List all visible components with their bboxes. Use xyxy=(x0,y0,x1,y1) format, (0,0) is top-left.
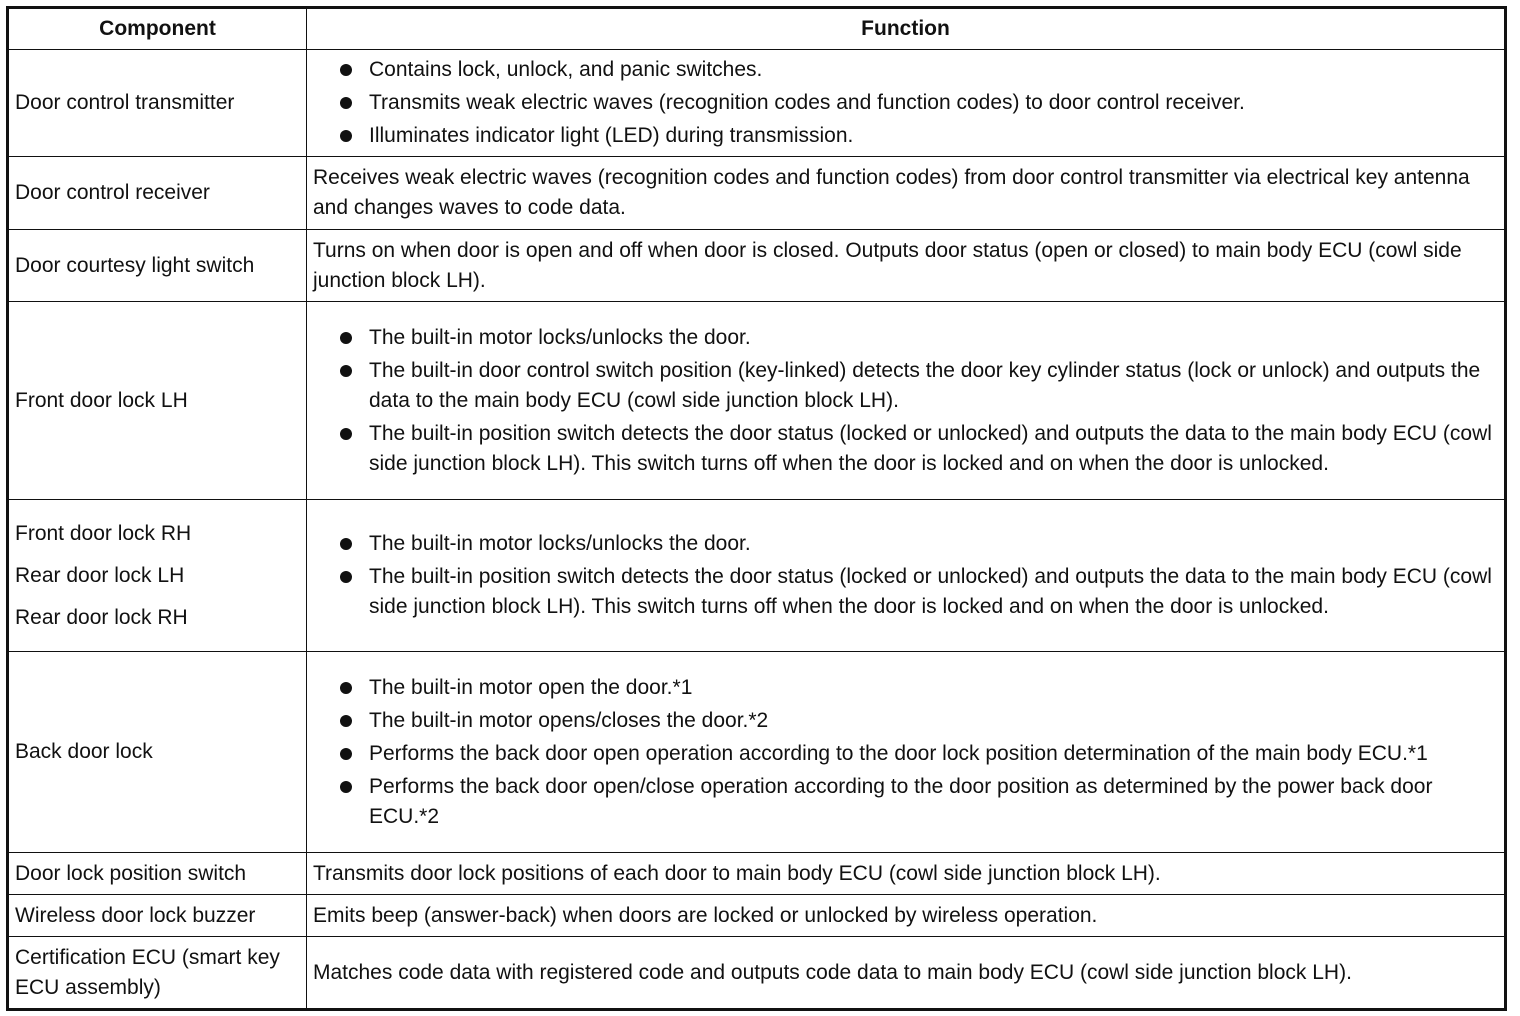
bullet-dot-icon xyxy=(340,64,352,76)
component-cell xyxy=(8,50,307,157)
list-item xyxy=(333,772,1498,832)
function-bullet-list xyxy=(313,323,1498,479)
table-row xyxy=(8,500,1506,652)
component-cell xyxy=(8,230,307,302)
table-row xyxy=(8,853,1506,895)
bullet-dot-icon xyxy=(340,748,352,760)
function-text: Transmits door lock positions of each door to main body ECU (cowl side junction block LH). xyxy=(313,861,1161,885)
table-row xyxy=(8,652,1506,853)
function-text: Illuminates indicator light (LED) during transmission. xyxy=(369,124,854,147)
function-text: The built-in position switch detects the door status (locked or unlocked) and outputs the data to the main body ECU (cowl side junction block LH). This switch turns off when the door is locked and on when the door is unlocked. xyxy=(369,421,1492,475)
list-item xyxy=(333,121,1498,151)
function-cell xyxy=(307,652,1506,853)
table-row xyxy=(8,50,1506,157)
bullet-dot-icon xyxy=(340,97,352,109)
column-header-component: Component xyxy=(8,8,307,50)
function-text: The built-in motor locks/unlocks the door. xyxy=(369,532,751,555)
bullet-dot-icon xyxy=(340,715,352,727)
bullet-dot-icon xyxy=(340,781,352,793)
table-row xyxy=(8,157,1506,230)
header-row xyxy=(8,8,1506,50)
function-text: Contains lock, unlock, and panic switches. xyxy=(369,58,763,81)
bullet-dot-icon xyxy=(340,428,352,440)
function-bullet-list xyxy=(313,55,1498,151)
function-text: The built-in position switch detects the door status (locked or unlocked) and outputs the data to the main body ECU (cowl side junction block LH). This switch turns off when the door is locked and on when the door is unlocked. xyxy=(369,565,1492,618)
component-name: Door lock position switch xyxy=(15,861,247,885)
component-cell xyxy=(8,500,307,652)
function-cell xyxy=(307,500,1506,652)
bullet-dot-icon xyxy=(340,538,352,550)
list-item xyxy=(333,356,1498,416)
component-cell xyxy=(8,895,307,937)
list-item xyxy=(333,739,1498,769)
component-cell xyxy=(8,157,307,230)
list-item xyxy=(333,323,1498,353)
list-item xyxy=(333,562,1498,622)
bullet-dot-icon xyxy=(340,365,352,377)
component-name: Certification ECU (smart key ECU assembly) xyxy=(15,945,280,999)
component-name: Wireless door lock buzzer xyxy=(15,903,256,927)
function-cell xyxy=(307,50,1506,157)
component-name: Rear door lock RH xyxy=(15,605,188,629)
function-bullet-list xyxy=(313,529,1498,622)
list-item xyxy=(333,529,1498,559)
table-body xyxy=(8,50,1506,1010)
function-text: The built-in motor locks/unlocks the door. xyxy=(369,325,751,349)
component-name-list xyxy=(15,519,300,633)
component-cell xyxy=(8,937,307,1010)
function-text: The built-in motor open the door.*1 xyxy=(369,675,693,699)
list-item xyxy=(333,88,1498,118)
component-cell xyxy=(8,302,307,500)
component-name: Rear door lock LH xyxy=(15,563,185,587)
function-text: Transmits weak electric waves (recognition codes and function codes) to door control receiver. xyxy=(369,91,1245,114)
bullet-dot-icon xyxy=(340,571,352,583)
table-row xyxy=(8,302,1506,500)
column-header-function: Function xyxy=(307,8,1506,50)
component-name: Door courtesy light switch xyxy=(15,253,255,277)
list-item xyxy=(333,673,1498,703)
function-cell xyxy=(307,157,1506,230)
function-cell xyxy=(307,230,1506,302)
bullet-dot-icon xyxy=(340,682,352,694)
component-name: Front door lock RH xyxy=(15,521,192,545)
list-item xyxy=(333,55,1498,85)
function-bullet-list xyxy=(313,673,1498,832)
component-cell xyxy=(8,853,307,895)
list-item xyxy=(333,706,1498,736)
table-row xyxy=(8,230,1506,302)
function-text: Turns on when door is open and off when door is closed. Outputs door status (open or closed) to main body ECU (cowl side junction block LH). xyxy=(313,238,1462,292)
component-cell xyxy=(8,652,307,853)
component-name: Door control transmitter xyxy=(15,91,235,114)
function-text: Performs the back door open/close operation according to the door position as determined by the power back door ECU.*2 xyxy=(369,774,1433,828)
component-name: Back door lock xyxy=(15,740,153,763)
function-text: Matches code data with registered code and outputs code data to main body ECU (cowl side junction block LH). xyxy=(313,960,1352,984)
component-name: Door control receiver xyxy=(15,181,210,204)
table-row xyxy=(8,937,1506,1010)
function-cell xyxy=(307,853,1506,895)
list-item xyxy=(333,419,1498,479)
bullet-dot-icon xyxy=(340,332,352,344)
function-cell xyxy=(307,895,1506,937)
function-text: The built-in motor opens/closes the door.*2 xyxy=(369,708,769,732)
function-text: Performs the back door open operation according to the door lock position determination of the main body ECU.*1 xyxy=(369,741,1428,765)
function-text: The built-in door control switch position (key-linked) detects the door key cylinder status (lock or unlock) and outputs the data to the main body ECU (cowl side junction block LH). xyxy=(369,358,1481,412)
table-row xyxy=(8,895,1506,937)
component-name: Front door lock LH xyxy=(15,388,188,412)
function-cell xyxy=(307,937,1506,1010)
function-cell xyxy=(307,302,1506,500)
function-text: Emits beep (answer-back) when doors are locked or unlocked by wireless operation. xyxy=(313,903,1098,927)
function-text: Receives weak electric waves (recognition codes and function codes) from door control transmitter via electrical key antenna and changes waves to code data. xyxy=(313,166,1470,219)
bullet-dot-icon xyxy=(340,130,352,142)
component-function-table xyxy=(6,6,1507,1011)
